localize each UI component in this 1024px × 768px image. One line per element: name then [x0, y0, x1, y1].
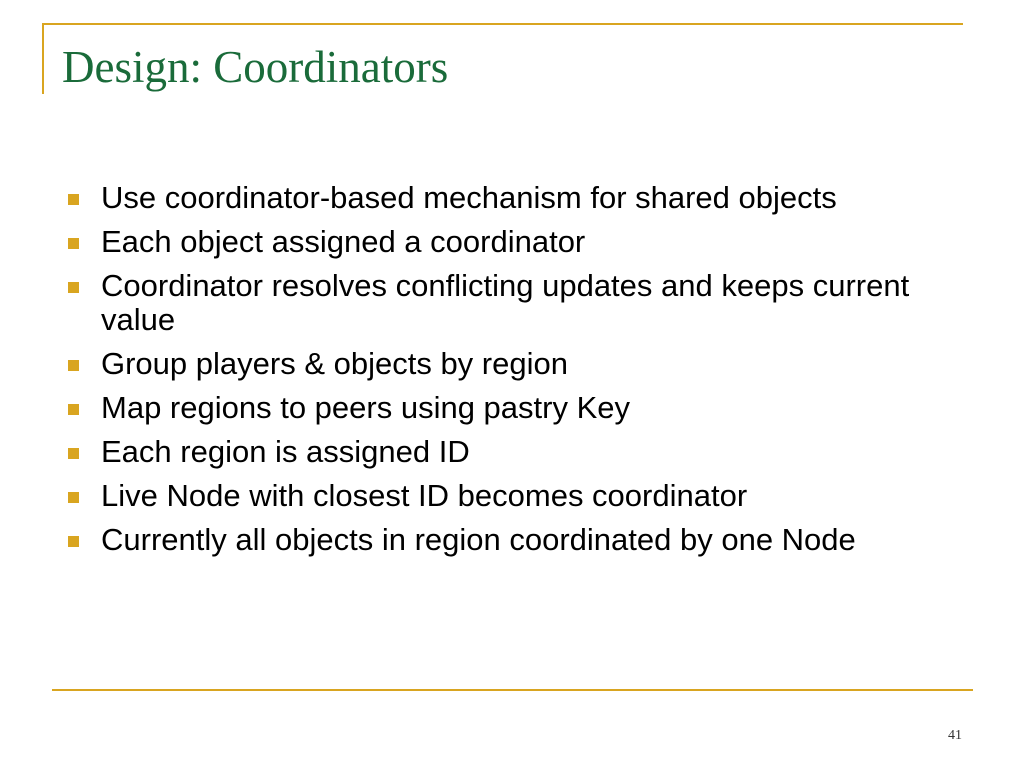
bullet-text: Each region is assigned ID	[101, 434, 470, 469]
bullet-text: Use coordinator-based mechanism for shared objects	[101, 180, 837, 215]
bullet-item	[64, 269, 944, 337]
square-bullet-icon	[68, 536, 79, 547]
square-bullet-icon	[68, 360, 79, 371]
footer-divider	[52, 689, 973, 691]
bullet-text: Coordinator resolves conflicting updates and keeps current value	[101, 268, 910, 337]
bullet-item	[64, 347, 944, 381]
page-number: 41	[948, 728, 962, 743]
top-frame-line	[42, 23, 963, 25]
slide-title: Design: Coordinators	[62, 42, 449, 92]
bullet-text: Map regions to peers using pastry Key	[101, 390, 630, 425]
bullet-text: Group players & objects by region	[101, 346, 568, 381]
square-bullet-icon	[68, 448, 79, 459]
bullet-item	[64, 435, 944, 469]
square-bullet-icon	[68, 282, 79, 293]
bullet-text: Currently all objects in region coordinated by one Node	[101, 522, 856, 557]
square-bullet-icon	[68, 404, 79, 415]
square-bullet-icon	[68, 492, 79, 503]
left-frame-line	[42, 23, 44, 94]
bullet-text: Each object assigned a coordinator	[101, 224, 586, 259]
bullet-item	[64, 225, 944, 259]
bullet-list	[64, 181, 944, 567]
bullet-item	[64, 181, 944, 215]
bullet-text: Live Node with closest ID becomes coordinator	[101, 478, 748, 513]
bullet-item	[64, 523, 944, 557]
bullet-item	[64, 479, 944, 513]
bullet-item	[64, 391, 944, 425]
square-bullet-icon	[68, 194, 79, 205]
square-bullet-icon	[68, 238, 79, 249]
